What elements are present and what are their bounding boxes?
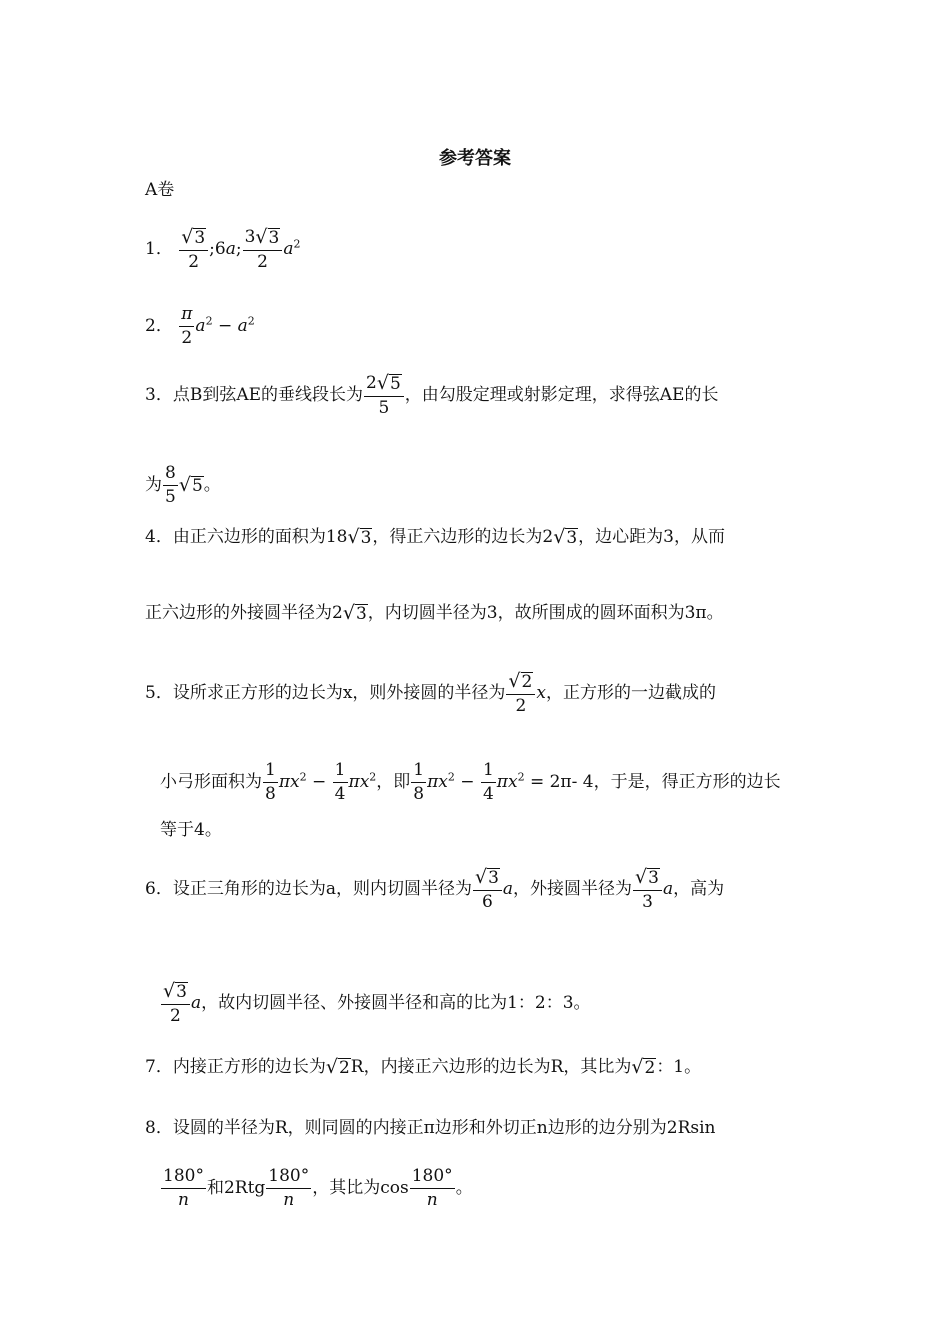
answer-4-cont: 正六边形的外接圆半径为2 √ 3 ，内切圆半径为3，故所围成的圆环面积为3π。	[145, 602, 724, 624]
answer-6: 6．设正三角形的边长为a，则内切圆半径为 √ 3 6 a，外接圆半径为 √ 3 3 a，高为	[145, 866, 725, 912]
fraction: √ 3 2	[179, 228, 208, 271]
fraction: $\frac{\pi}{2}$	[181, 304, 193, 348]
fraction: 3 √ 3 2	[243, 228, 283, 271]
fraction: $\frac{8}{5}$	[165, 463, 176, 507]
answer-6-cont: √ 3 2 a，故内切圆半径、外接圆半径和高的比为1：2：3。	[163, 980, 591, 1026]
fraction: 2 √ 5 5	[364, 374, 404, 417]
answer-5-cont: 小弓形面积为 $\frac{1}{8}$ $\pi x^2$ − $\frac{1}{4}$ $\pi x^2$，即 $\frac{1}{8}$ $\pi x^2$ − $\frac{1}{4}$ $\pi x^2 = 2\pi-$ 4，于是，得正方形的边长	[160, 760, 781, 804]
answer-5: 5．设所求正方形的边长为x，则外接圆的半径为 √ 2 2 x，正方形的一边截成的	[145, 670, 716, 716]
answer-7: 7．内接正方形的边长为 √ 2 R，内接正六边形的边长为R，其比为 √ 2 ：1。	[145, 1056, 702, 1078]
answer-4: 4．由正六边形的面积为18 √ 3 ，得正六边形的边长为2 √ 3 ，边心距为3，从而	[145, 526, 725, 548]
answer-2: 2． $\frac{\pi}{2}$ $a^2 - a^2$	[145, 304, 255, 348]
answer-8: 8．设圆的半径为R，则同圆的内接正π边形和外切正n边形的边分别为2Rsin	[145, 1118, 716, 1138]
page-title: 参考答案	[439, 148, 511, 169]
answer-1: 1． √ 3 2 ;6a; 3 √ 3 2 $a^2$	[145, 226, 301, 272]
section-label: A卷	[145, 180, 175, 200]
answer-3-cont: 为 $\frac{8}{5}$ √ 5 。	[145, 463, 221, 507]
answer-3: 3．点B到弦AE的垂线段长为 2 √ 5 5 ，由勾股定理或射影定理，求得弦AE的长	[145, 372, 719, 418]
answer-8-cont: $\frac{180^\circ}{n}$ 和2Rtg $\frac{180^\circ}{n}$ ，其比为cos $\frac{180^\circ}{n}$ 。	[163, 1166, 473, 1210]
answer-5-cont2: 等于4。	[160, 820, 222, 840]
fraction: √ 2 2	[506, 672, 535, 715]
